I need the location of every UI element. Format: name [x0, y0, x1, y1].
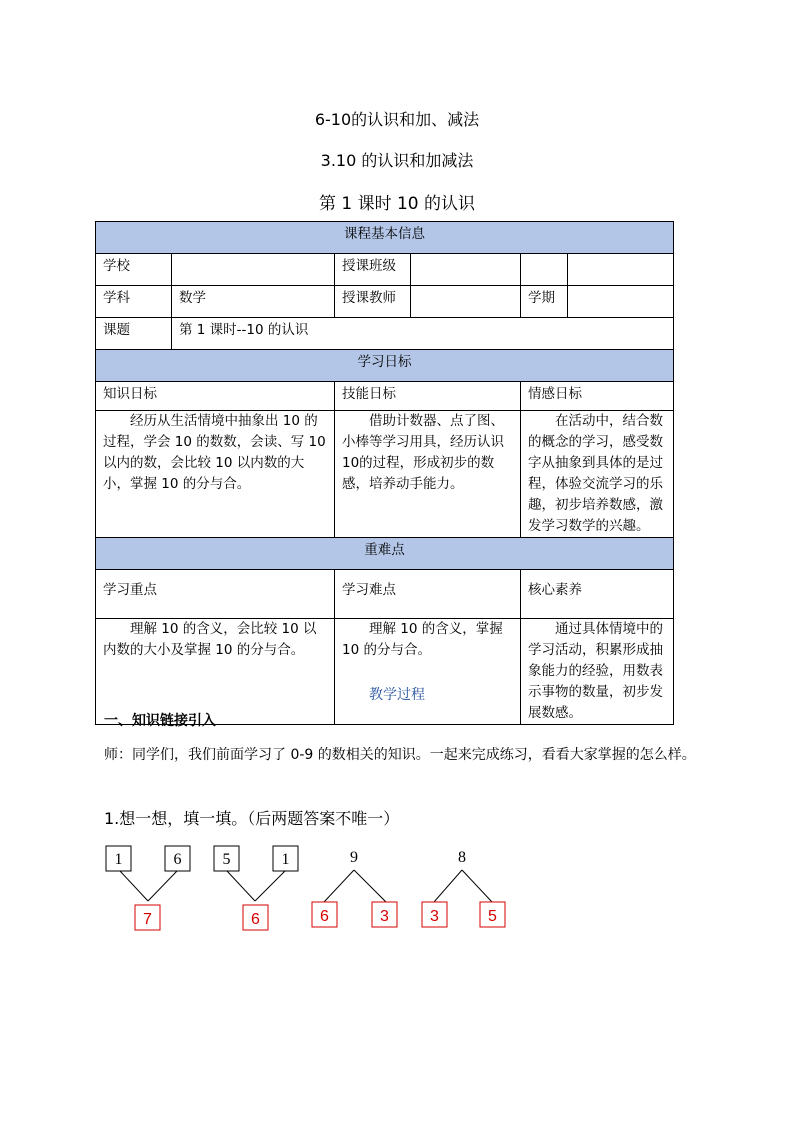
bond1-right: 6 [173, 851, 182, 868]
emotion-goal-text: 在活动中，结合数的概念的学习，感受数字从抽象到具体的是过程，体验交流学习的乐趣，初步培养数感，激发学习数学的兴趣。 [521, 411, 674, 538]
question-1: 1.想一想，填一填。（后两题答案不唯一） [104, 809, 400, 828]
skill-goal-label: 技能日标 [335, 382, 521, 411]
school-label: 学校 [96, 254, 172, 286]
bond2-answer: 6 [251, 911, 260, 928]
difficulty-text: 理解 10 的含义，掌握10 的分与合。 [335, 619, 521, 725]
emotion-goal-label: 情感日标 [521, 382, 674, 411]
document-title: 6-10的认识和加、减法 [314, 110, 480, 129]
knowledge-goal-text: 经历从生活情境中抽象出 10 的过程，学会 10 的数数，会读、写 10 以内的数，会比较 10 以内数的大小，掌握 10 的分与合。 [96, 411, 335, 538]
lesson-title: 第 1 课时 10 的认识 [318, 194, 476, 214]
class-label: 授课班级 [335, 254, 411, 286]
difficulty-label: 学习难点 [335, 570, 521, 619]
skill-goal-text: 借助计数器、点了图、小棒等学习用具，经历认识10的过程，形成初步的数感，培养动手能力。 [335, 411, 521, 538]
bond1-left: 1 [114, 851, 123, 868]
term-value [568, 286, 674, 318]
topic-label: 课题 [96, 318, 172, 350]
bond4-answer-right: 5 [488, 908, 497, 925]
bond2-left: 5 [222, 851, 231, 868]
unit-title: 3.10 的认识和加减法 [320, 151, 474, 170]
knowledge-goal-label: 知识日标 [96, 382, 335, 411]
bond1-answer: 7 [143, 911, 152, 928]
topic-value: 第 1 课时--10 的认识 [172, 318, 674, 350]
bond3-top: 9 [350, 849, 358, 866]
teacher-label: 授课教师 [335, 286, 411, 318]
keypoints-header: 重难点 [96, 538, 674, 570]
bond3-answer-left: 6 [320, 908, 329, 925]
school-value [172, 254, 335, 286]
blank-cell [521, 254, 568, 286]
teacher-dialogue: 师：同学们，我们前面学习了 0-9 的数相关的知识。一起来完成练习，看看大家掌握的怎么样。 [104, 747, 696, 763]
bond4-top: 8 [458, 849, 466, 866]
focus-text: 理解 10 的含义，会比较 10 以内数的大小及掌握 10 的分与合。 [96, 619, 335, 725]
process-heading: 教学过程 [369, 687, 425, 703]
basic-info-header: 课程基本信息 [96, 222, 674, 254]
core-label: 核心素养 [521, 570, 674, 619]
number-bond-diagrams [0, 830, 794, 940]
bond2-right: 1 [281, 851, 290, 868]
bond4-answer-left: 3 [430, 908, 439, 925]
teacher-value [411, 286, 521, 318]
subject-label: 学科 [96, 286, 172, 318]
blank-cell [568, 254, 674, 286]
goals-header: 学习日标 [96, 350, 674, 382]
class-value [411, 254, 521, 286]
bond3-answer-right: 3 [380, 908, 389, 925]
course-info-table [95, 221, 674, 725]
core-text: 通过具体情境中的学习活动，积累形成抽象能力的经验，用数表示事物的数量，初步发展数感。 [521, 619, 674, 725]
term-label: 学期 [521, 286, 568, 318]
subject-value: 数学 [172, 286, 335, 318]
focus-label: 学习重点 [96, 570, 335, 619]
section-heading: 一、知识链接引入 [104, 713, 216, 729]
